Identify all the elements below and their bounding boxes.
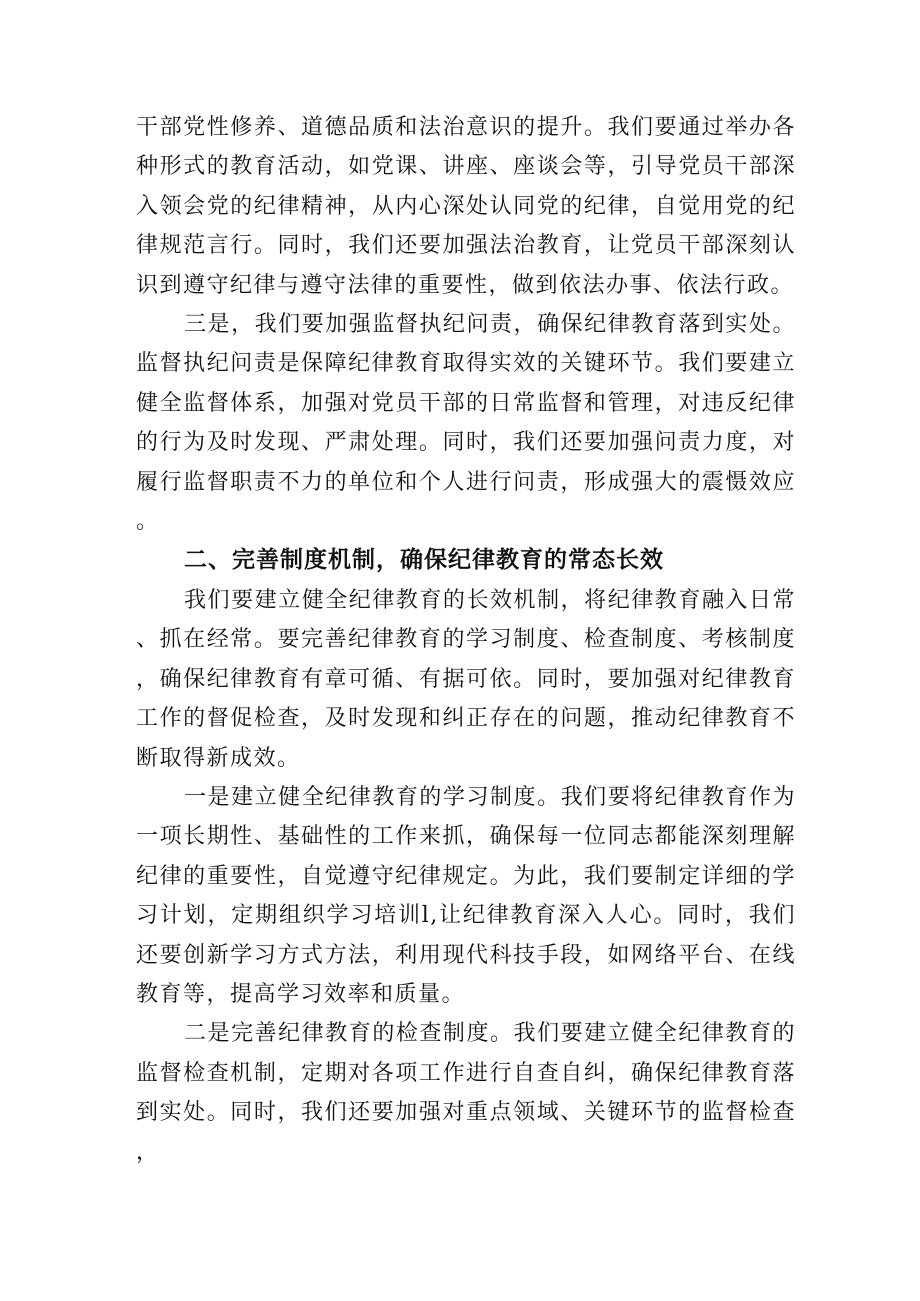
document-body xyxy=(136,108,796,1172)
paragraph-5: 二是完善纪律教育的检查制度。我们要建立健全纪律教育的监督检查机制，定期对各项工作进行自查自纠，确保纪律教育落到实处。同时，我们还要加强对重点领域、关键环节的监督检查， xyxy=(136,1021,796,1165)
paragraph-3: 我们要建立健全纪律教育的长效机制，将纪律教育融入日常、抓在经常。要完善纪律教育的学习制度、检查制度、考核制度，确保纪律教育有章可循、有据可依。同时，要加强对纪律教育工作的督促检查，及时发现和纠正存在的问题，推动纪律教育不断取得新成效。 xyxy=(136,587,796,771)
section-heading: 二、完善制度机制，确保纪律教育的常态长效 xyxy=(184,547,664,574)
paragraph-4: 一是建立健全纪律教育的学习制度。我们要将纪律教育作为一项长期性、基础性的工作来抓，确保每一位同志都能深刻理解纪律的重要性，自觉遵守纪律规定。为此，我们要制定详细的学习计划，定期组织学习培训l,让纪律教育深入人心。同时，我们还要创新学习方式方法，利用现代科技手段，如网络平台、在线教育等，提高学习效率和质量。 xyxy=(136,784,796,1007)
paragraph-2: 三是，我们要加强监督执纪问责，确保纪律教育落到实处。监督执纪问责是保障纪律教育取得实效的关键环节。我们要建立健全监督体系，加强对党员干部的日常监督和管理，对违反纪律的行为及时发现、严肃处理。同时，我们还要加强问责力度，对履行监督职责不力的单位和个人进行问责，形成强大的震慑效应。 xyxy=(136,312,796,535)
paragraph-1: 干部党性修养、道德品质和法治意识的提升。我们要通过举办各种形式的教育活动，如党课、讲座、座谈会等，引导党员干部深入领会党的纪律精神，从内心深处认同党的纪律，自觉用党的纪律规范言行。同时，我们还要加强法治教育，让党员干部深刻认识到遵守纪律与遵守法律的重要性，做到依法办事、依法行政。 xyxy=(136,115,796,298)
